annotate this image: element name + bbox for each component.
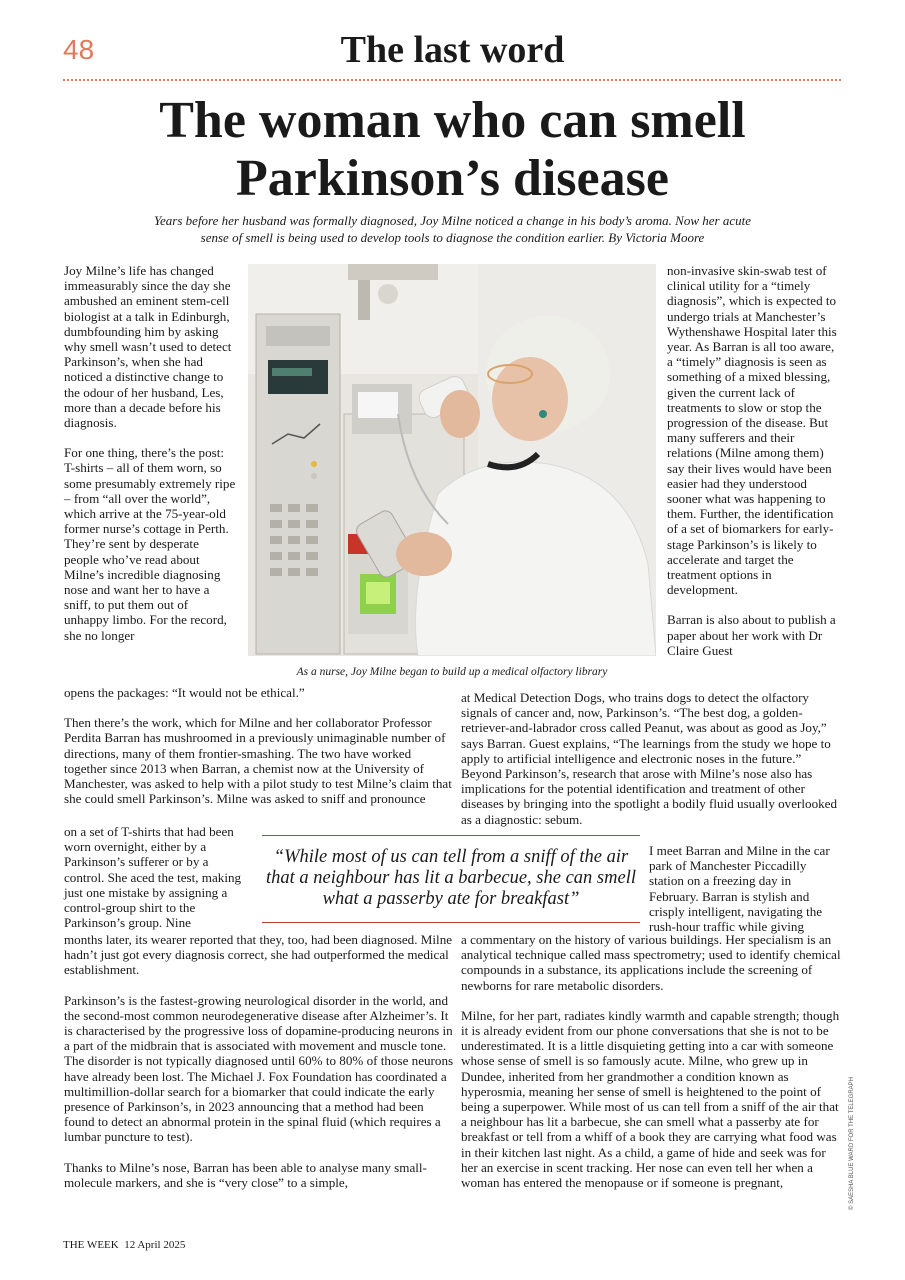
paragraph-intro: Joy Milne’s life has changed immeasurably since the day she ambushed an eminent stem-cell biologist at a talk in Edinburgh, dumbfounding him by asking why smell wasn’t used to detect Parkinson’s, when she had noticed a distinctive change to the odour of her husband, Les, more than a decade before his diagnosis. (64, 263, 232, 431)
pull-quote-rule-bottom (262, 922, 640, 923)
standfirst-line-1: Years before her husband was formally diagnosed, Joy Milne noticed a change in his body’s aroma. Now her acute (154, 213, 751, 228)
paragraph-diagnosed: months later, its wearer reported that they, too, had been diagnosed. Milne hadn’t just got every diagnosis correct, she had outperformed the medical establishment. (64, 932, 453, 978)
issue-date: 12 April 2025 (124, 1239, 186, 1251)
publication-name: THE WEEK (63, 1239, 119, 1251)
article-photo (248, 264, 656, 656)
right-top-text (667, 263, 841, 673)
pull-quote-rule-top (262, 835, 640, 836)
headline (60, 92, 845, 208)
paragraph-skin-swab: non-invasive skin-swab test of clinical utility for a “timely diagnosis”, which is expected to undergo trials at Manchester’s Wythenshawe Hospital later this year. As Barran is all too aware, a “timely” diagnosis is seen as something of a mixed blessing, given the current lack of treatments to slow or stop the progression of the disease. But many sufferers and their relations (Milne among them) say their lives would have been easier had they understood sooner what was happening to them. Further, the identification of a set of biomarkers for early-stage Parkinson’s is likely to accelerate and target the treatment options in development. (667, 263, 837, 598)
standfirst (100, 212, 805, 246)
footer (63, 1239, 185, 1251)
header-divider (63, 79, 841, 81)
paragraph-post: For one thing, there’s the post: T-shirts – all of them worn, so some presumably extremely ripe – from “all over the world”, which arrive at the 75-year-old former nurse’s cottage in Perth. They’re sent by desperate people who’ve read about Milne’s incredible diagnosing nose and want her to have a sniff, to put them out of unhappy limbo. For the record, she no longer (64, 445, 236, 643)
photo-credit (840, 1060, 855, 1220)
left-top-text (64, 263, 236, 658)
photo-credit-text: © SAESHA BLUE WARD FOR THE TELEGRAPH (849, 1076, 855, 1210)
headline-line-2: Parkinson’s disease (236, 150, 669, 207)
paragraph-hyperosmia: Milne, for her part, radiates kindly warmth and capable strength; though it is already evident from our phone conversations that she is not to be underestimated. It is a little disquieting getting into a car with someone whose sense of smell is so famously acute. Milne, who grew up in Dundee, inherited from her grandmother a condition known as hyperosmia, meaning her sense of smell is heightened to the point of being a superpower. While most of us can tell from a sniff of the air that a neighbour has lit a barbecue, she can smell what a passerby ate for breakfast or tell from a whiff of a book they are carrying what food was in their kitchen last night. As a child, a game of hide and seek was for her an exercise in scent tracking. Her nose can even tell her when a woman has entered the menopause or if someone is pregnant, (461, 1007, 840, 1191)
page-number: 48 (63, 34, 95, 65)
paragraph-dogs: at Medical Detection Dogs, who trains dogs to detect the olfactory signals of cancer and, now, Parkinson’s. “The best dog, a golden-retriever-and-labrador cross called Peanut, was about as good as Joy,” says Barran. Guest explains, “The learnings from the study we hope to apply to artificial intelligence and electronic noses in the future.” Beyond Parkinson’s, research that arose with Milne’s nose also has implications for the potential identification and treatment of other diseases by bringing into the spotlight a bodily fluid usually overlooked as a diagnostic: sebum. (461, 690, 838, 827)
paragraph-test: on a set of T-shirts that had been worn overnight, either by a Parkinson’s sufferer or by a control. She aced the test, making just one mistake by assigning a control-group shirt to the Parkinson’s group. Nine (64, 824, 242, 931)
section-title: The last word (340, 29, 565, 71)
left-full-text-2 (64, 932, 456, 1205)
right-full-text-2 (461, 932, 843, 1205)
paragraph-paper: Barran is also about to publish a paper about her work with Dr Claire Guest (667, 612, 836, 658)
paragraph-commentary: a commentary on the history of various buildings. Her specialism is an analytical technique called mass spectrometry; used to identify chemical compounds in a substance, its applications include the screening of newborns for rare metabolic disorders. (461, 932, 841, 993)
paragraph-parkinsons: Parkinson’s is the fastest-growing neurological disorder in the world, and the second-most common neurodegenerative disease after Alzheimer’s. It is characterised by the progressive loss of dopamine-producing neurons in a part of the midbrain that is associated with movement and muscle tone. The disorder is not typically diagnosed until 60% to 80% of those neurons have already been lost. The Michael J. Fox Foundation has coordinated a multimillion-dollar search for a biomarker that could indicate the early presence of Parkinson’s, in 2023 announcing that a method had been found to detect an abnormal protein in the spinal fluid (which requires a lumbar puncture to test). (64, 992, 454, 1145)
paragraph-car-park: I meet Barran and Milne in the car park of Manchester Piccadilly station on a freezing day in February. Barran is stylish and crisply intelligent, navigating the rush-hour traffic while giving (649, 843, 830, 935)
paragraph-work: Then there’s the work, which for Milne and her collaborator Professor Perdita Barran has mushroomed in a previously unimaginable number of directions, many of them frontier-smashing. The two have worked together since 2013 when Barran, a chemist now at the University of Manchester, was asked to help with a pilot study to test Milne’s claim that she could smell Parkinson’s. Milne was asked to sniff and pronounce (64, 715, 452, 807)
pull-quote: “While most of us can tell from a sniff of the air that a neighbour has lit a barbecue, she can smell what a passerby ate for breakfast” (266, 847, 636, 909)
paragraph-post-end: opens the packages: “It would not be ethical.” (64, 685, 305, 700)
photo-caption: As a nurse, Joy Milne began to build up a medical olfactory library (296, 666, 608, 678)
left-narrow-text-2 (64, 824, 242, 945)
left-full-text-1 (64, 685, 456, 821)
paragraph-molecules: Thanks to Milne’s nose, Barran has been able to analyse many small-molecule markers, and she is “very close” to a simple, (64, 1159, 427, 1190)
standfirst-line-2: sense of smell is being used to develop tools to diagnose the condition earlier. By Victoria Moore (200, 230, 705, 245)
headline-line-1: The woman who can smell (159, 92, 746, 149)
right-full-text-1 (461, 690, 843, 842)
